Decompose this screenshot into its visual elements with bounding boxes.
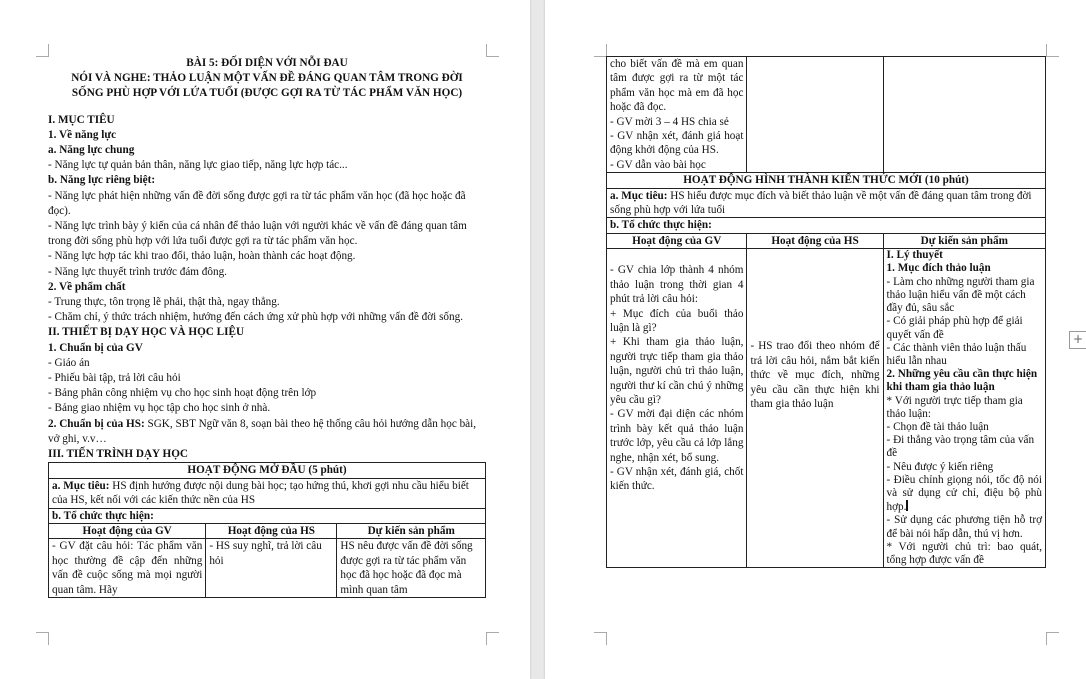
list-item: - GV mời đại diện các nhóm trình bày kết quả thảo luận trước lớp, yêu cầu cả lớp lắng nghe, nhận xét, bổ sung. (610, 408, 744, 464)
text-nang-luc-chung: - Năng lực tự quản bản thân, năng lực giao tiếp, năng lực hợp tác... (48, 159, 348, 172)
column-header-hs: Hoạt động của HS (747, 233, 883, 248)
cell-hs-continued (747, 57, 883, 173)
page-2-content (606, 56, 1046, 568)
list-item: + Mục đích của buổi thảo luận là gì? (610, 307, 744, 334)
list-item: - Đi thẳng vào trọng tâm của vấn đề (886, 434, 1035, 460)
list-item: - GV nhận xét, đánh giá hoạt động khởi động của HS. (610, 130, 744, 157)
list-item: cho biết vấn đề mà em quan tâm được gợi ra từ một tác phẩm văn học mà em đã học hoặc đã đọc. (610, 58, 744, 114)
chuan-bi-hs-text: SGK, SBT Ngữ văn 8, soạn bài theo hệ thống câu hỏi hướng dẫn học bài, vở ghi, v.v… (48, 417, 477, 445)
cell-hs: - HS trao đổi theo nhóm để trả lời câu hỏi, nắm bắt kiến thức về mục đích, những yêu cầu cần thực hiện khi tham gia thảo luận (747, 249, 883, 568)
list-item: * Với người chủ trì: bao quát, tổng hợp được vấn đề (886, 540, 1042, 566)
column-header-hs: Hoạt động của HS (206, 523, 337, 538)
activity-title: HOẠT ĐỘNG MỞ ĐẦU (5 phút) (49, 463, 486, 478)
list-item: - GV dẫn vào bài học (610, 158, 706, 171)
list-item: - Bảng giao nhiệm vụ học tập cho học sinh ở nhà. (48, 402, 271, 415)
cell-gv-continued (607, 57, 747, 173)
heading-nang-luc-rieng: b. Năng lực riêng biệt: (48, 174, 156, 187)
crop-mark (1046, 44, 1059, 57)
chuan-bi-hs (48, 417, 486, 447)
activity-organization: b. Tổ chức thực hiện: (607, 218, 1046, 233)
heading-nang-luc: 1. Về năng lực (48, 128, 117, 141)
list-item: - Chọn đề tài thảo luận (886, 420, 989, 433)
activity-table-continued (606, 56, 1046, 568)
layout-options-button[interactable]: + (1069, 331, 1086, 349)
crop-mark (36, 632, 49, 645)
lesson-subtitle-line-1: NÓI VÀ NGHE: THẢO LUẬN MỘT VẤN ĐỀ ĐÁNG QUAN TÂM TRONG ĐỜI (71, 72, 463, 85)
list-item: - GV nhận xét, đánh giá, chốt kiến thức. (610, 465, 744, 493)
text-cursor (906, 500, 908, 511)
list-item-text: - Điều chỉnh giọng nói, tốc độ nói và sử dụng cử chỉ, điệu bộ phù hợp. (886, 473, 1042, 514)
heading-ly-thuyet: I. Lý thuyết (886, 249, 943, 262)
objective-label: a. Mục tiêu: (52, 479, 110, 492)
list-item: * Với người trực tiếp tham gia thảo luận: (886, 394, 1023, 420)
column-header-gv: Hoạt động của GV (49, 523, 206, 538)
cell-gv (607, 249, 747, 568)
list-item: - Nêu được ý kiến riêng (886, 460, 994, 473)
cell-san-pham: HS nêu được vấn đề đời sống được gợi ra từ tác phẩm văn học đã học hoặc đã đọc mà mình quan tâm (337, 539, 486, 598)
page-1-content (48, 56, 486, 598)
table-row (607, 57, 1046, 173)
column-header-san-pham: Dự kiến sản phẩm (337, 523, 486, 538)
list-item: - Chăm chỉ, ý thức trách nhiệm, hướng đến cách ứng xử phù hợp với những vấn đề đời sống. (48, 311, 464, 324)
activity-objective (49, 478, 486, 508)
section-thiet-bi: II. THIẾT BỊ DẠY HỌC VÀ HỌC LIỆU (48, 326, 245, 339)
section-muc-tieu: I. MỤC TIÊU (48, 113, 115, 126)
table-row (49, 539, 486, 598)
crop-mark (486, 632, 499, 645)
list-item: - Bảng phân công nhiệm vụ cho học sinh hoạt động trên lớp (48, 387, 317, 400)
chuan-bi-hs-label: 2. Chuẩn bị của HS: (48, 417, 145, 430)
document-page-1 (0, 0, 530, 679)
objective-text: HS hiểu được mục đích và biết thảo luận về một vấn đề đáng quan tâm trong đời sống phù hợp với lứa tuổi (610, 189, 1032, 217)
heading-chuan-bi-gv: 1. Chuẩn bị của GV (48, 341, 143, 354)
column-header-gv: Hoạt động của GV (607, 233, 747, 248)
activity-table-mo-dau (48, 462, 486, 598)
cell-hs: - HS suy nghĩ, trả lời câu hỏi (206, 539, 337, 598)
lesson-subtitle-line-2: SỐNG PHÙ HỢP VỚI LỨA TUỔI (ĐƯỢC GỢI RA TỪ TÁC PHẨM VĂN HỌC) (71, 87, 463, 100)
activity-title: HOẠT ĐỘNG HÌNH THÀNH KIẾN THỨC MỚI (10 phút) (607, 173, 1046, 188)
heading-pham-chat: 2. Về phẩm chất (48, 280, 126, 293)
document-page-2 (545, 0, 1086, 679)
list-item: - GV mời 3 – 4 HS chia sẻ (610, 115, 729, 128)
list-item: - Năng lực trình bày ý kiến của cá nhân để thảo luận với người khác về vấn đề đáng quan tâm trong đời sống phù hợp với lứa tuổi được gợi ra từ tác phẩm văn học. (48, 220, 467, 248)
list-item: - Năng lực thuyết trình trước đám đông. (48, 265, 227, 278)
cell-gv: - GV đặt câu hỏi: Tác phẩm văn học thường đề cập đến những vấn đề cuộc sống mà mọi người quan tâm. Hãy (49, 539, 206, 598)
list-item: - Làm cho những người tham gia thảo luận hiểu vấn đề một cách đầy đủ, sâu sắc (886, 275, 1035, 315)
list-item (887, 474, 1042, 515)
list-item: + Khi tham gia thảo luận, người trực tiếp tham gia thảo luận, người chủ trì thảo luận, người thư kí cần chú ý những yêu cầu gì? (610, 336, 744, 406)
list-item: - GV chia lớp thành 4 nhóm thảo luận trong thời gian 4 phút trả lời câu hỏi: (610, 264, 744, 306)
cell-san-pham (883, 249, 1045, 568)
lesson-title: BÀI 5: ĐỐI DIỆN VỚI NỖI ĐAU (186, 57, 348, 69)
list-item: - Năng lực hợp tác khi trao đổi, thảo luận, hoàn thành các hoạt động. (48, 250, 356, 263)
list-item: - Các thành viên thảo luận thấu hiểu lẫn nhau (886, 341, 1027, 367)
activity-organization: b. Tổ chức thực hiện: (49, 508, 486, 523)
section-tien-trinh: III. TIẾN TRÌNH DẠY HỌC (48, 448, 188, 461)
crop-mark (1046, 632, 1059, 645)
list-item: - Có giải pháp phù hợp để giải quyết vấn đề (886, 315, 1023, 341)
objective-text: HS định hướng được nội dung bài học; tạo hứng thú, khơi gợi nhu cầu hiểu biết của HS, kết nối với các kiến thức nền của HS (52, 479, 469, 507)
table-row (607, 249, 1046, 568)
list-item: - Giáo án (48, 356, 90, 369)
column-header-san-pham: Dự kiến sản phẩm (883, 233, 1045, 248)
activity-objective (607, 188, 1046, 218)
heading-yeu-cau: 2. Những yêu cầu cần thực hiện khi tham gia thảo luận (886, 368, 1038, 394)
list-item: - Năng lực phát hiện những vấn đề đời sống được gợi ra từ tác phẩm văn học (đã học hoặc đã đọc). (48, 189, 466, 217)
list-item: - Phiếu bài tập, trả lời câu hỏi (48, 372, 181, 385)
heading-muc-dich: 1. Mục đích thảo luận (886, 262, 991, 275)
heading-nang-luc-chung: a. Năng lực chung (48, 144, 135, 157)
objective-label: a. Mục tiêu: (610, 189, 668, 202)
crop-mark (486, 44, 499, 57)
crop-mark (594, 632, 607, 645)
list-item: - Sử dụng các phương tiện hỗ trợ để bài nói hấp dẫn, thú vị hơn. (886, 514, 1042, 540)
cell-san-pham-continued (883, 57, 1045, 173)
list-item: - Trung thực, tôn trọng lẽ phải, thật thà, ngay thẳng. (48, 296, 280, 309)
